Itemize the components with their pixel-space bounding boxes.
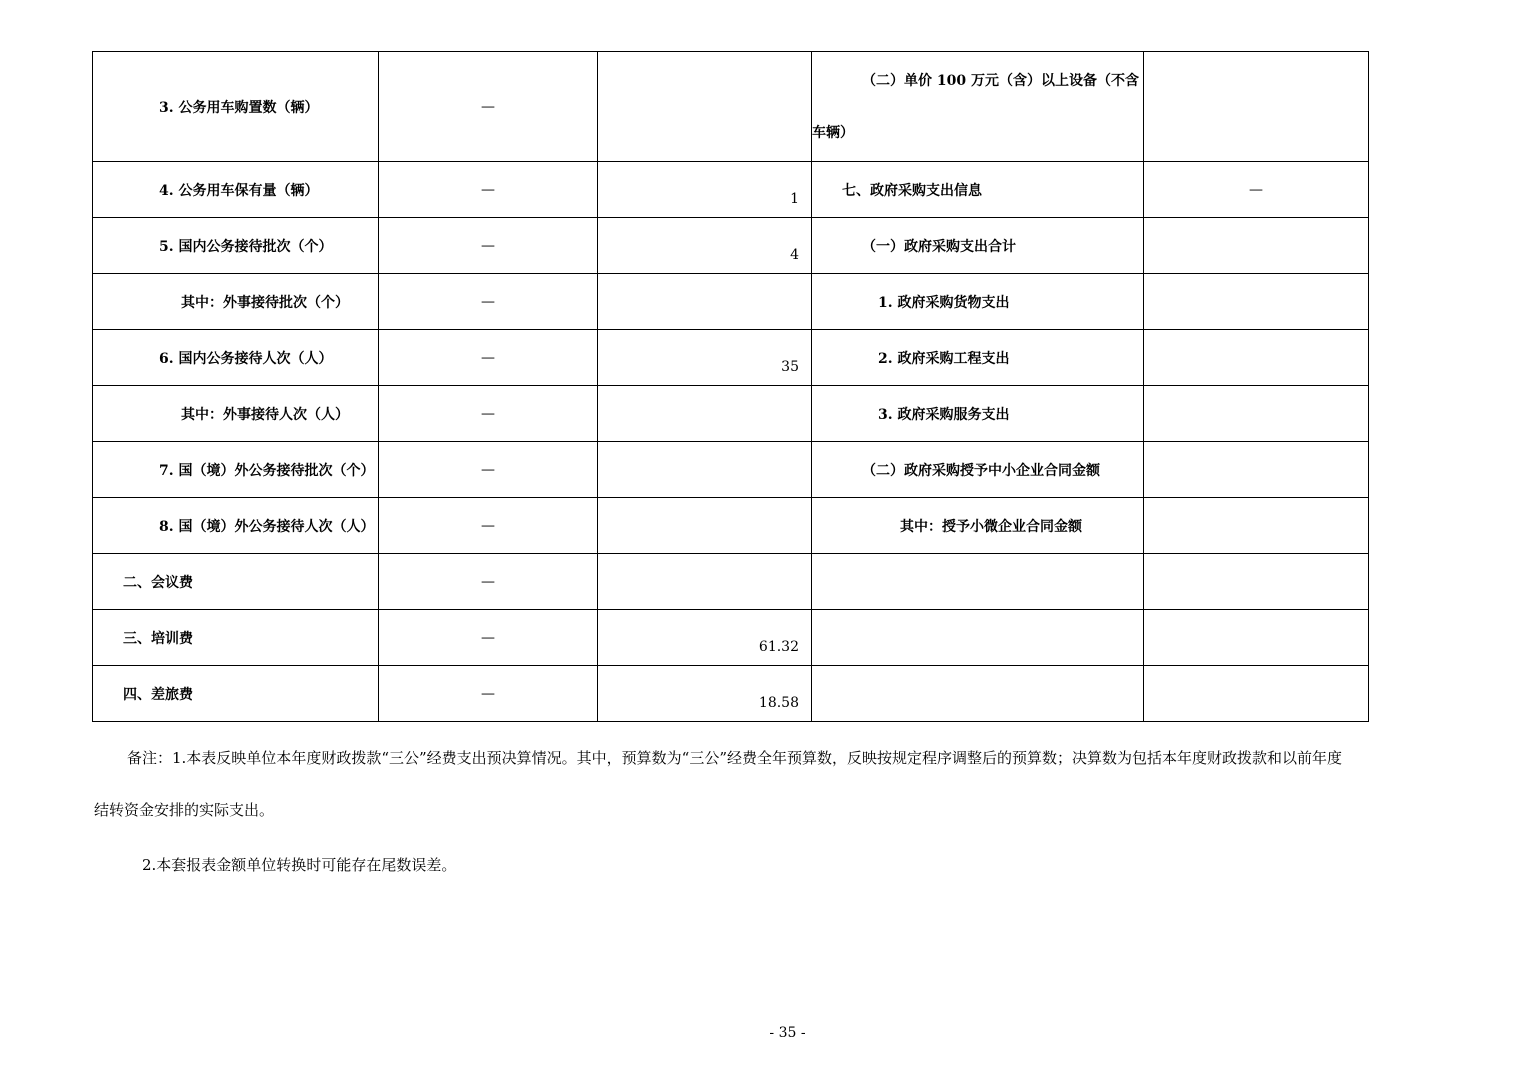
right-value: — — [1144, 162, 1369, 218]
row-label: 8. 国（境）外公务接待人次（人） — [93, 498, 379, 554]
actual-value — [598, 554, 812, 610]
actual-value: 35 — [598, 330, 812, 386]
right-value — [1144, 666, 1369, 722]
row-label: 其中：外事接待人次（人） — [93, 386, 379, 442]
page-number: - 35 - — [769, 1025, 806, 1041]
budget-value: — — [379, 666, 598, 722]
actual-value — [598, 52, 812, 162]
table-row — [93, 218, 1369, 274]
budget-value: — — [379, 498, 598, 554]
budget-value: — — [379, 162, 598, 218]
budget-value: — — [379, 386, 598, 442]
row-label: 5. 国内公务接待批次（个） — [93, 218, 379, 274]
table-row — [93, 162, 1369, 218]
right-value — [1144, 554, 1369, 610]
right-label: 其中：授予小微企业合同金额 — [812, 498, 1144, 554]
table-row — [93, 386, 1369, 442]
right-value — [1144, 610, 1369, 666]
budget-value: — — [379, 218, 598, 274]
right-label: （二）单价 100 万元（含）以上设备（不含车辆） — [812, 72, 1139, 141]
row-label: 三、培训费 — [93, 610, 379, 666]
right-value — [1144, 52, 1369, 162]
table-row — [93, 666, 1369, 722]
table-row — [93, 610, 1369, 666]
note-2: 2.本套报表金额单位转换时可能存在尾数误差。 — [142, 856, 457, 874]
actual-value — [598, 498, 812, 554]
actual-value: 1 — [598, 162, 812, 218]
right-value — [1144, 442, 1369, 498]
table-row — [93, 554, 1369, 610]
row-label: 6. 国内公务接待人次（人） — [93, 330, 379, 386]
right-value — [1144, 386, 1369, 442]
right-label: 3. 政府采购服务支出 — [812, 386, 1144, 442]
budget-value: — — [379, 52, 598, 162]
budget-value: — — [379, 274, 598, 330]
right-label: （二）政府采购授予中小企业合同金额 — [812, 442, 1144, 498]
right-label: 1. 政府采购货物支出 — [812, 274, 1144, 330]
row-label: 二、会议费 — [93, 554, 379, 610]
budget-value: — — [379, 330, 598, 386]
budget-value: — — [379, 442, 598, 498]
actual-value — [598, 442, 812, 498]
right-label-cell — [812, 52, 1144, 162]
budget-value: — — [379, 610, 598, 666]
row-label: 四、差旅费 — [93, 666, 379, 722]
expense-table — [92, 51, 1369, 722]
right-label — [812, 666, 1144, 722]
note-1-line-1: 备注：1.本表反映单位本年度财政拨款“三公”经费支出预决算情况。其中，预算数为“三公”经费全年预算数，反映按规定程序调整后的预算数；决算数为包括本年度财政拨款和以前年度 — [127, 749, 1342, 767]
table-row — [93, 498, 1369, 554]
actual-value — [598, 386, 812, 442]
right-label: 2. 政府采购工程支出 — [812, 330, 1144, 386]
right-value — [1144, 274, 1369, 330]
right-label — [812, 554, 1144, 610]
right-label: （一）政府采购支出合计 — [812, 218, 1144, 274]
table-row — [93, 330, 1369, 386]
actual-value — [598, 274, 812, 330]
budget-value: — — [379, 554, 598, 610]
actual-value: 4 — [598, 218, 812, 274]
table-row — [93, 52, 1369, 162]
right-value — [1144, 498, 1369, 554]
row-label: 7. 国（境）外公务接待批次（个） — [93, 442, 379, 498]
table-row — [93, 442, 1369, 498]
row-label: 4. 公务用车保有量（辆） — [93, 162, 379, 218]
right-value — [1144, 218, 1369, 274]
right-value — [1144, 330, 1369, 386]
table-row — [93, 274, 1369, 330]
row-label: 其中：外事接待批次（个） — [93, 274, 379, 330]
right-label — [812, 610, 1144, 666]
right-label: 七、政府采购支出信息 — [812, 162, 1144, 218]
row-label: 3. 公务用车购置数（辆） — [93, 52, 379, 162]
actual-value: 18.58 — [598, 666, 812, 722]
note-1-line-2: 结转资金安排的实际支出。 — [94, 801, 275, 819]
actual-value: 61.32 — [598, 610, 812, 666]
